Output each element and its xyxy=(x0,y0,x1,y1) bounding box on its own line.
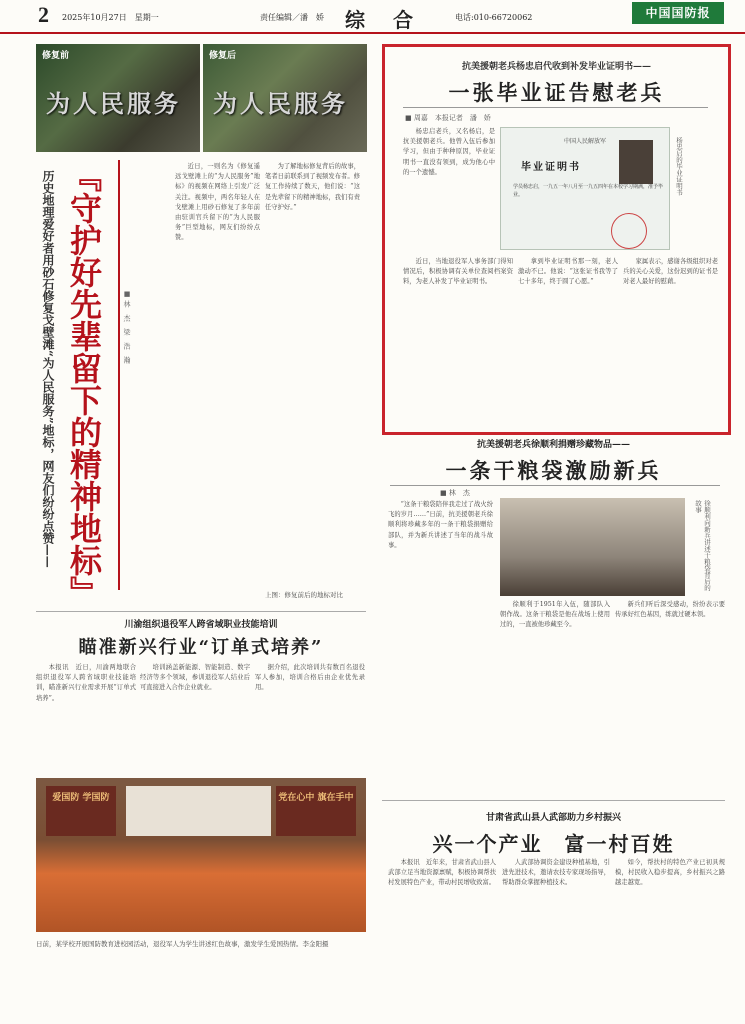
article-column xyxy=(36,663,136,778)
divider xyxy=(403,107,708,108)
inscription-after: 为人民服务 xyxy=(213,89,348,118)
story-kicker: 甘肃省武山县人武部助力乡村振兴 xyxy=(485,813,621,823)
article-column xyxy=(500,600,610,800)
story-byline: ■ 周嘉 本报记者 潘 娇 xyxy=(405,114,491,122)
article-paragraph: “这条干粮袋陪伴我走过了战火纷飞的岁月……”日前，抗美援朝老兵徐顺利将珍藏多年的一条干粮袋捐赠给部队，并为新兵讲述了当年的战斗故事。 xyxy=(388,501,493,549)
article-paragraph: 拿到毕业证明书那一刻，老人激动不已。他说：“这张证书我等了七十多年，终于圆了心愿。” xyxy=(518,258,618,286)
article-paragraph: 据介绍，此次培训共有数百名退役军人参加，培训合格后由企业优先录用。 xyxy=(255,664,365,692)
photo-after-restoration xyxy=(203,44,367,152)
photo-before-restoration xyxy=(36,44,200,152)
article-paragraph: 新兵们听后深受感动，纷纷表示要传承好红色基因，练就过硬本领。 xyxy=(615,601,725,619)
article-paragraph: 本报讯 近年来，甘肃省武山县人武部立足当地资源禀赋，积极协调帮扶村发展特色产业，带动村民增收致富。 xyxy=(388,859,496,887)
story-subtitle: 历史地理爱好者用砂石修复戈壁滩“为人民服务”地标，网友们纷纷点赞—— xyxy=(41,170,55,568)
story-kicker: 抗美援朝老兵徐顺利捐赠珍藏物品—— xyxy=(476,440,630,450)
diploma-text: 学员杨忠启，一九五一年八月至一九五四年在本校学习期满，准予毕业。 xyxy=(513,184,664,198)
article-paragraph: 培训涵盖新能源、智能制造、数字经济等多个领域，参训退役军人结业后可直接进入合作企业就业。 xyxy=(140,664,250,692)
article-column xyxy=(518,257,618,427)
article-column xyxy=(255,663,365,778)
photo-caption: 日前，某学校开展国防教育进校园活动，退役军人为学生讲述红色故事，激发学生爱国热情。李金阳摄 xyxy=(36,940,329,948)
story-headline: 一条干粮袋激励新兵 xyxy=(445,458,662,483)
article-paragraph: 近日，当地退役军人事务部门得知情况后，积极协调有关单位查阅档案资料，为老人补发了毕业证明书。 xyxy=(403,258,513,286)
after-label: 修复后 xyxy=(209,51,237,61)
article-column xyxy=(388,858,496,1018)
article-column xyxy=(175,162,260,602)
official-seal xyxy=(611,213,647,249)
banner-right: 党在心中 旗在手中 xyxy=(276,786,356,836)
story-headline: 瞄准新兴行业“订单式培养” xyxy=(78,637,324,658)
phone-line: 电话:010-66720062 xyxy=(455,13,533,22)
story-byline: ■ 林 杰 xyxy=(440,489,470,497)
article-paragraph: 徐顺利于1951年入伍，随部队入朝作战。这条干粮袋是他在战场上使用过的，一直被他珍藏至今。 xyxy=(500,601,610,629)
story-headline: 兴一个产业 富一村百姓 xyxy=(432,832,675,856)
article-column xyxy=(140,663,250,778)
story-headline: 一张毕业证告慰老兵 xyxy=(448,80,665,105)
article-paragraph: 如今，帮扶村的特色产业已初具规模，村民收入稳步提高，乡村振兴之路越走越宽。 xyxy=(615,859,725,887)
newspaper-masthead: 中国国防报 xyxy=(632,2,724,24)
story-kicker: 川渝组织退役军人跨省域职业技能培训 xyxy=(124,620,278,630)
editor-line: 责任编辑／潘 娇 xyxy=(260,13,324,22)
story-kicker: 抗美援朝老兵杨忠启代收到补发毕业证明书—— xyxy=(461,62,651,72)
banner-left: 爱国防 学国防 xyxy=(46,786,116,836)
inscription-before: 为人民服务 xyxy=(46,89,181,118)
article-column xyxy=(265,162,360,602)
projection-screen xyxy=(126,786,271,836)
article-paragraph: 近日，一则名为《修复遥远戈壁滩上的“为人民服务”地标》的视频在网络上引发广泛关注。视频中，两名年轻人在戈壁滩上用砂石修复了多年前由驻训官兵留下的“为人民服务”巨型地标，网友们纷纷点赞。 xyxy=(175,163,260,242)
article-column xyxy=(388,500,493,800)
article-paragraph: 人武部协调资金建设种植基地，引进先进技术，邀请农技专家现场指导，帮助群众掌握种植技术。 xyxy=(502,859,610,887)
before-label: 修复前 xyxy=(42,51,70,61)
article-column xyxy=(615,858,725,1018)
divider xyxy=(36,611,366,612)
portrait-photo xyxy=(619,140,653,184)
photo-caption: 徐顺利向新兵讲述干粮袋背后的故事 xyxy=(694,500,711,591)
issue-date: 2025年10月27日 星期一 xyxy=(62,13,159,22)
article-paragraph: 杨忠启老兵，又名杨启，是抗美援朝老兵。他曾入伍后参加学习，但由于种种原因，毕业证明书一直没有领到，成为他心中的一个遗憾。 xyxy=(403,128,495,176)
story-headline: 『守护好先辈留下的精神地标』 xyxy=(65,160,103,608)
page-number: 2 xyxy=(38,2,49,27)
article-paragraph: 为了解地标修复背后的故事，笔者日前联系到了视频发布者。修复工作持续了数天，他们说：“这是先辈留下的精神地标，我们有责任守护好。” xyxy=(265,163,360,211)
section-title: 综 合 xyxy=(345,8,417,32)
photo-veteran-and-soldiers xyxy=(500,498,685,596)
story-byline: ■ 林 杰 梁 浩 瀚 xyxy=(123,290,131,364)
article-paragraph: 家属表示，感谢各级组织对老兵的关心关爱，这份迟到的证书是对老人最好的慰藉。 xyxy=(623,258,718,286)
divider xyxy=(390,485,720,486)
article-column xyxy=(623,257,718,427)
photo-classroom xyxy=(36,778,366,932)
photo-caption: 杨忠启的毕业证明书 xyxy=(675,137,683,196)
article-paragraph: 本报讯 近日，川渝两地联合组织退役军人跨省域职业技能培训，瞄准新兴行业需求开展“订单式培养”。 xyxy=(36,664,136,702)
article-column xyxy=(615,600,725,800)
diploma-photo xyxy=(500,127,670,250)
diploma-story-box xyxy=(382,44,731,435)
article-column xyxy=(502,858,610,1018)
diploma-header: 中国人民解放军 xyxy=(563,138,606,145)
headline-divider xyxy=(118,160,120,590)
article-column xyxy=(403,257,513,427)
diploma-title: 毕业证明书 xyxy=(521,162,581,173)
photo-caption: 上图：修复前后的地标对比 xyxy=(265,591,343,599)
divider xyxy=(382,800,725,801)
